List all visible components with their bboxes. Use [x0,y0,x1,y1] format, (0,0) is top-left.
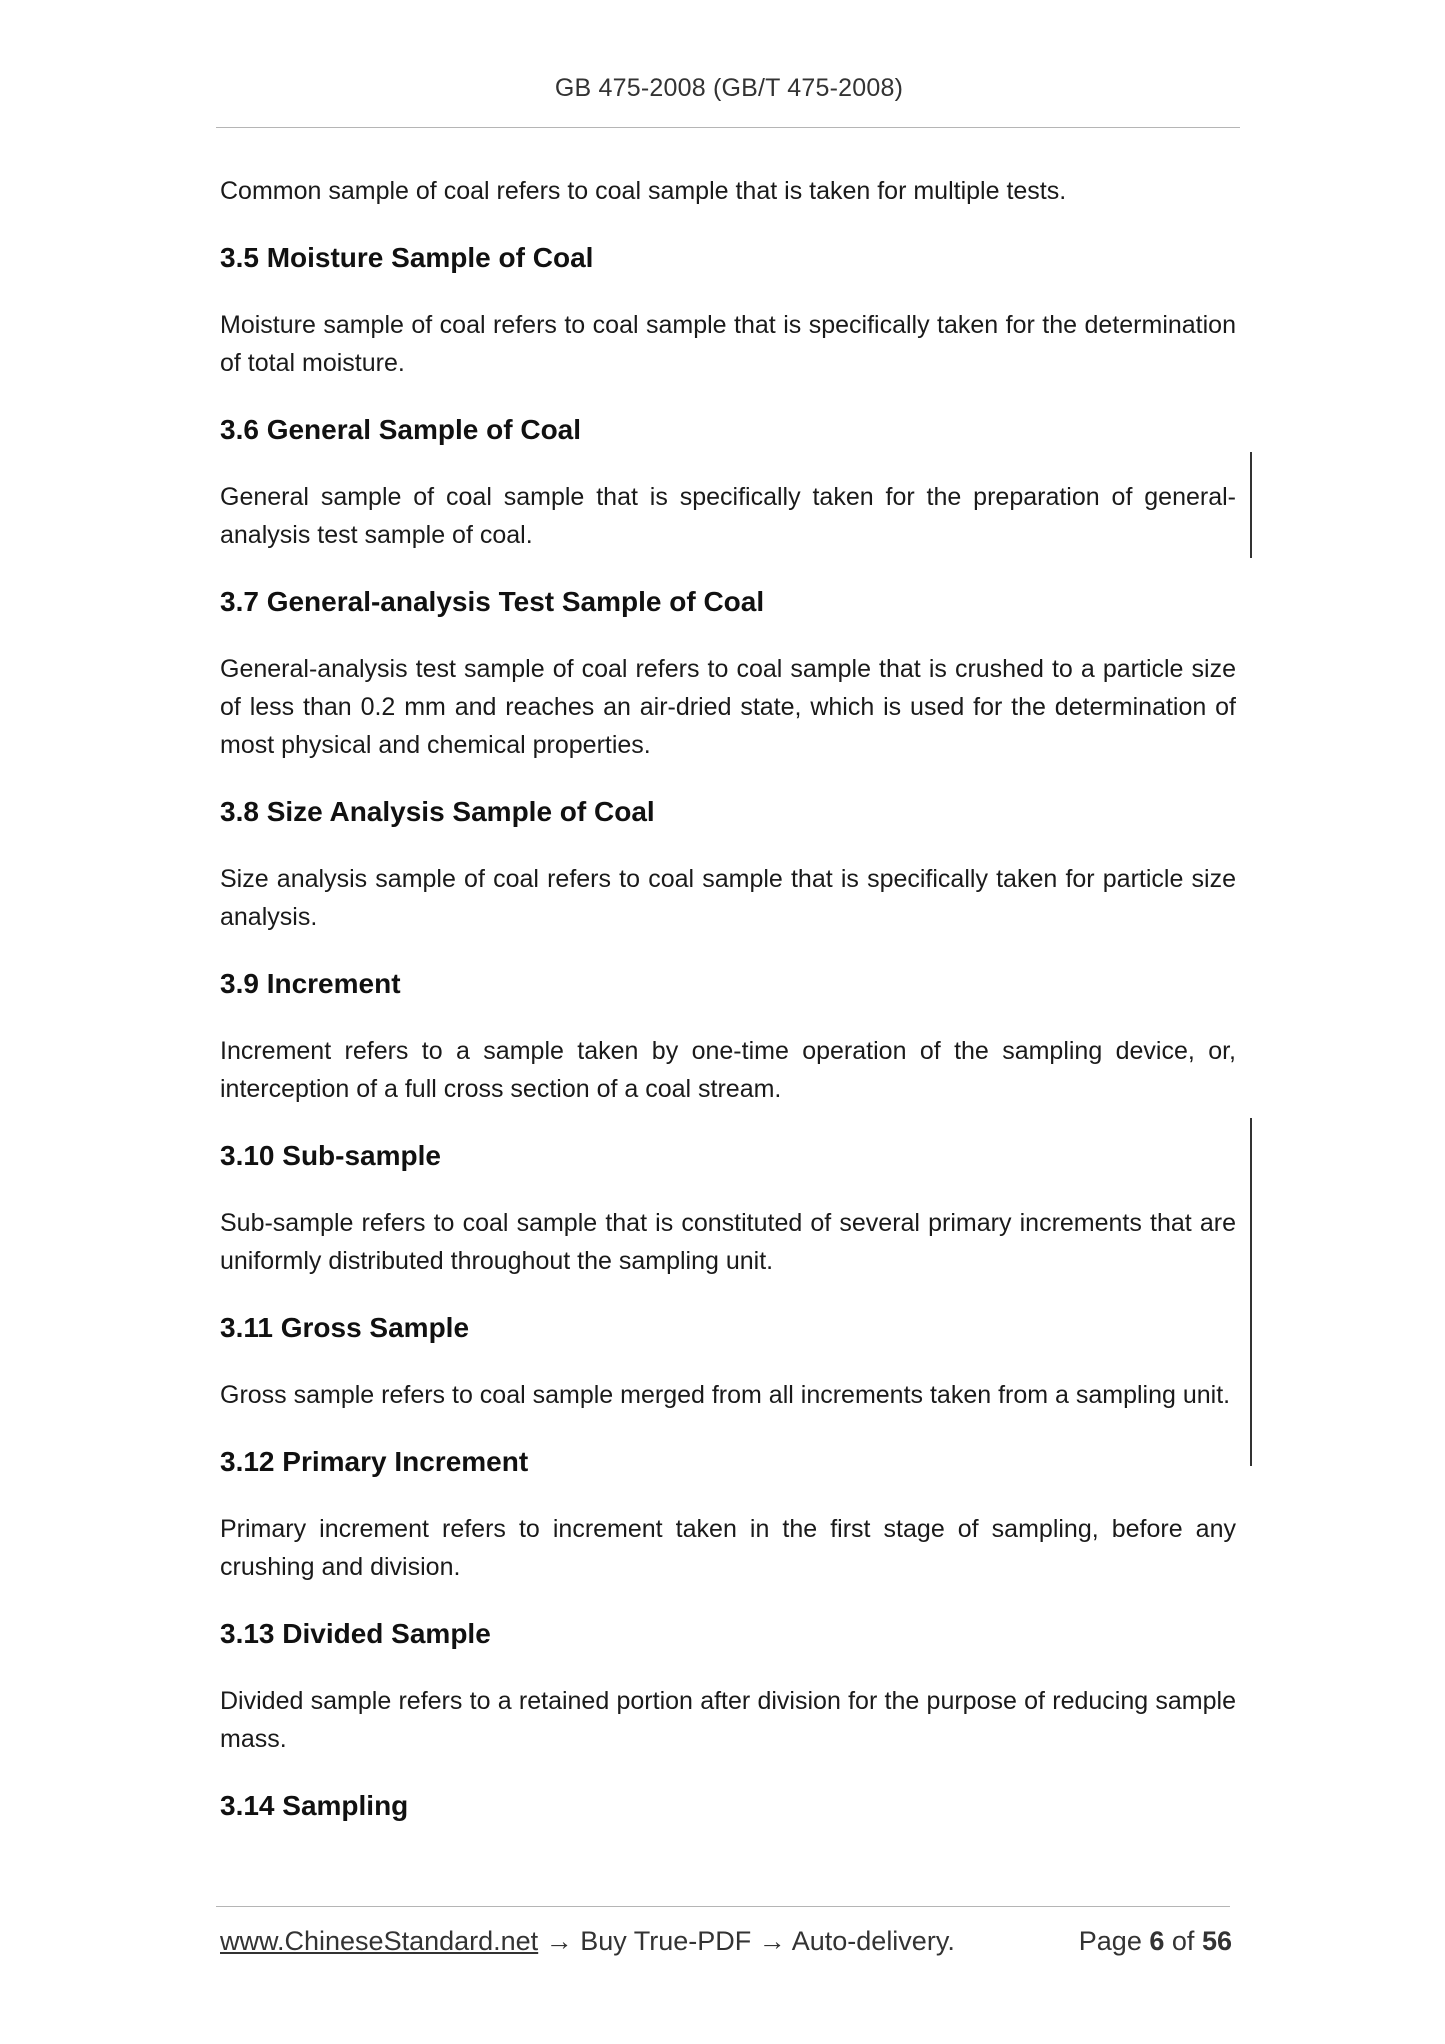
heading-3-11: 3.11 Gross Sample [220,1312,470,1343]
paragraph-moisture-sample: Moisture sample of coal refers to coal sample that is specifically taken for the determination of total moisture. [220,311,1236,377]
paragraph-primary-increment: Primary increment refers to increment taken in the first stage of sampling, before any crushing and division. [220,1515,1236,1581]
paragraph-common-sample: Common sample of coal refers to coal sample that is taken for multiple tests. [220,177,1067,205]
heading-3-7: 3.7 General-analysis Test Sample of Coal [220,586,765,617]
footer-promo [220,1922,955,1960]
paragraph-divided-sample: Divided sample refers to a retained portion after division for the purpose of reducing sample mass. [220,1687,1236,1753]
current-page-number: 6 [1149,1926,1165,1956]
page-header-title: GB 475-2008 (GB/T 475-2008) [554,74,904,102]
paragraph-increment: Increment refers to a sample taken by one-time operation of the sampling device, or, interception of a full cross section of a coal stream. [220,1037,1236,1103]
heading-3-8: 3.8 Size Analysis Sample of Coal [220,796,655,827]
revision-change-bar [1250,452,1252,558]
heading-3-14: 3.14 Sampling [220,1790,409,1821]
paragraph-gross-sample: Gross sample refers to coal sample merged from all increments taken from a sampling unit. [220,1381,1231,1409]
footer-divider [216,1906,1230,1907]
revision-change-bar [1250,1118,1252,1466]
heading-3-13: 3.13 Divided Sample [220,1618,491,1649]
header-divider [216,127,1240,128]
paragraph-general-sample: General sample of coal sample that is specifically taken for the preparation of general-analysis test sample of coal. [220,483,1236,549]
page-label: Page [1078,1926,1142,1956]
heading-3-10: 3.10 Sub-sample [220,1140,441,1171]
heading-3-12: 3.12 Primary Increment [220,1446,529,1477]
total-pages-number: 56 [1201,1926,1232,1956]
document-body [220,172,1236,1854]
heading-3-6: 3.6 General Sample of Coal [220,414,582,445]
paragraph-size-analysis-sample: Size analysis sample of coal refers to coal sample that is specifically taken for particle size analysis. [220,865,1236,931]
paragraph-sub-sample: Sub-sample refers to coal sample that is constituted of several primary increments that are uniformly distributed throughout the sampling unit. [220,1209,1236,1275]
page-counter [1079,1922,1232,1960]
chinesestandard-link[interactable]: www.ChineseStandard.net [220,1926,539,1956]
heading-3-5: 3.5 Moisture Sample of Coal [220,242,594,273]
paragraph-general-analysis-sample: General-analysis test sample of coal refers to coal sample that is crushed to a particle size of less than 0.2 mm and reaches an air-dried state, which is used for the determination of most physical and chemical properties. [220,655,1236,759]
heading-3-9: 3.9 Increment [220,968,401,999]
of-label: of [1171,1926,1195,1956]
footer-tagline: → Buy True-PDF → Auto-delivery. [538,1926,955,1956]
